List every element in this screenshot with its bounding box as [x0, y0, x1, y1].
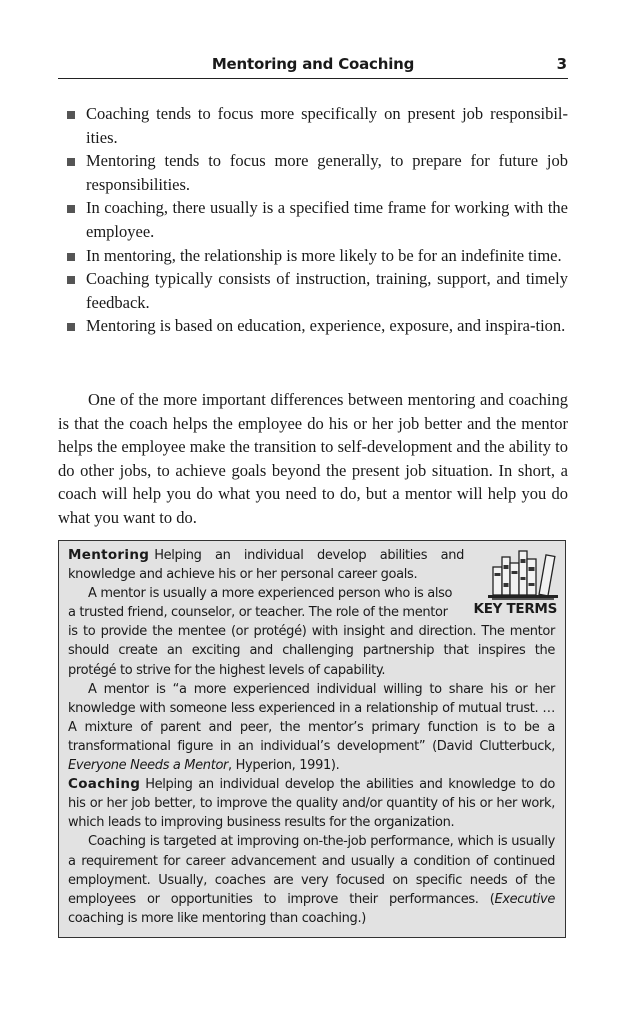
list-item: In coaching, there usually is a specified time frame for working with the employee.: [58, 196, 568, 243]
list-item: Mentoring is based on education, experience, exposure, and inspira-tion.: [58, 314, 568, 338]
coaching-definition: Coaching Helping an individual develop the abilities and knowledge to do his or her job better, to improve the quality and/or quantity of his or her work, which leads to improving business results for the organization.: [68, 776, 555, 831]
square-bullet-icon: [67, 323, 75, 331]
mentoring-quote: A mentor is “a more experienced individual willing to share his or her knowledge with someone less experienced in a relationship of mutual trust. … A mixture of parent and peer, the mentor’s primary function is to be a transformational figure in an individual’s development” (David Clutterbuck, Everyone Needs a Mentor, Hyperion, 1991).: [68, 681, 555, 774]
square-bullet-icon: [67, 253, 75, 261]
mentoring-role-text: is to provide the mentee (or protégé) with insight and direction. The mentor should create an exciting and challenging partnership that inspires the protégé to strive for the highest levels of capability.: [68, 624, 555, 678]
list-item: In mentoring, the relationship is more likely to be for an indefinite time.: [58, 244, 568, 268]
coaching-detail: Coaching is targeted at improving on-the-job performance, which is usually a requirement for career advancement and usually a condition of continued employment. Usually, coaches are very focused on specific needs of the employees or opportunities to improve their performances. (Executive coaching is more like mentoring than coaching.): [68, 834, 555, 926]
list-item: Coaching typically consists of instruction, training, support, and timely feedback.: [58, 267, 568, 314]
list-item: Mentoring tends to focus more generally, to prepare for future job responsibilities.: [58, 149, 568, 196]
list-item: Coaching tends to focus more specifically on present job responsibil-ities.: [58, 102, 568, 149]
page-number: 3: [556, 55, 567, 73]
key-terms-box: [58, 540, 566, 938]
term-mentoring: Mentoring: [68, 547, 150, 563]
bullet-list: [58, 102, 568, 338]
key-terms-label: KEY TERMS: [473, 601, 557, 617]
mentoring-line: A mentor is usually a more experienced person who is also: [88, 586, 453, 602]
mentoring-line: a trusted friend, counselor, or teacher. The role of the mentor: [68, 605, 448, 621]
book-title: Everyone Needs a Mentor: [68, 758, 229, 774]
body-paragraph: One of the more important differences between mentoring and coaching is that the coach helps the employee do his or her job better and the mentor helps the employee make the transition to self-development and the ability to do other jobs, to achieve goals beyond the present job situation. In short, a coach will help you do what you need to do, but a mentor will help you do what you want to do.: [58, 390, 568, 527]
key-terms-content: [68, 546, 555, 928]
square-bullet-icon: [67, 276, 75, 284]
running-title: Mentoring and Coaching: [211, 55, 415, 73]
term-coaching: Coaching: [68, 776, 141, 793]
square-bullet-icon: [67, 111, 75, 119]
running-header: [58, 52, 568, 79]
square-bullet-icon: [67, 158, 75, 166]
square-bullet-icon: [67, 205, 75, 213]
mentoring-definition: Mentoring Helping an individual develop abilities and knowledge and achieve his or her personal career goals.: [68, 547, 464, 583]
